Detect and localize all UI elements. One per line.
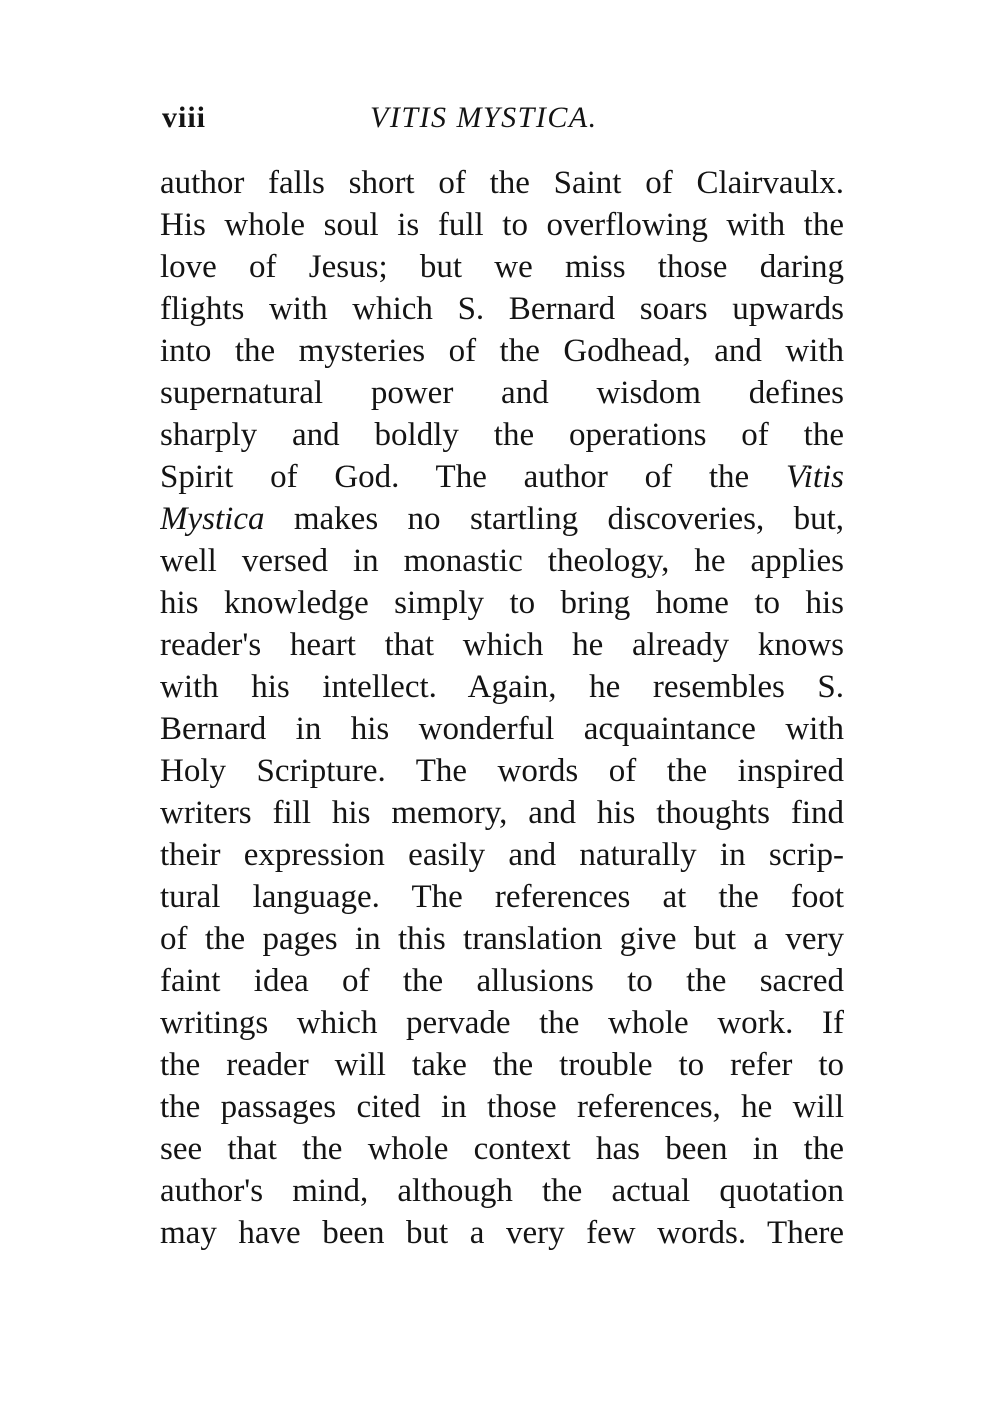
text-line: writings which pervade the whole work. If — [160, 1005, 844, 1041]
page-header — [162, 96, 852, 140]
text-line: the reader will take the trouble to refer to — [160, 1047, 844, 1083]
italic-title-segment: Vitis — [785, 459, 844, 495]
text-line: love of Jesus; but we miss those daring — [160, 249, 844, 285]
text-line: flights with which S. Bernard soars upwards — [160, 291, 844, 327]
text-line: His whole soul is full to overflowing with the — [160, 207, 844, 243]
text-line: see that the whole context has been in the — [160, 1131, 844, 1167]
text-line: sharply and boldly the operations of the — [160, 417, 844, 453]
text-line: writers fill his memory, and his thoughts find — [160, 795, 844, 831]
text-line: well versed in monastic theology, he applies — [160, 543, 844, 579]
text-line: into the mysteries of the Godhead, and with — [160, 333, 844, 369]
text-line: of the pages in this translation give but a very — [160, 921, 844, 957]
text-line-mixed — [160, 498, 844, 540]
text-line: the passages cited in those references, he will — [160, 1089, 844, 1125]
text-line: supernatural power and wisdom defines — [160, 375, 844, 411]
text-line: with his intellect. Again, he resembles S. — [160, 669, 844, 705]
body-text — [160, 162, 844, 1254]
text-segment: makes no startling discoveries, but, — [293, 501, 844, 537]
text-line: Bernard in his wonderful acquaintance with — [160, 711, 844, 747]
text-line: reader's heart that which he already knows — [160, 627, 844, 663]
running-title: VITIS MYSTICA. — [370, 101, 598, 134]
text-line: author's mind, although the actual quotation — [160, 1173, 844, 1209]
text-line: his knowledge simply to bring home to his — [160, 585, 844, 621]
text-line: may have been but a very few words. There — [160, 1215, 844, 1251]
text-line: Holy Scripture. The words of the inspired — [160, 753, 844, 789]
italic-title-segment: Mystica — [160, 501, 265, 537]
text-line: faint idea of the allusions to the sacred — [160, 963, 844, 999]
text-segment: Spirit of God. The author of the — [160, 459, 750, 495]
text-line: author falls short of the Saint of Clairvaulx. — [160, 165, 844, 201]
text-line: their expression easily and naturally in scrip- — [160, 837, 844, 873]
text-line-mixed — [160, 456, 844, 498]
text-line: tural language. The references at the foot — [160, 879, 844, 915]
page-number: viii — [162, 101, 207, 134]
